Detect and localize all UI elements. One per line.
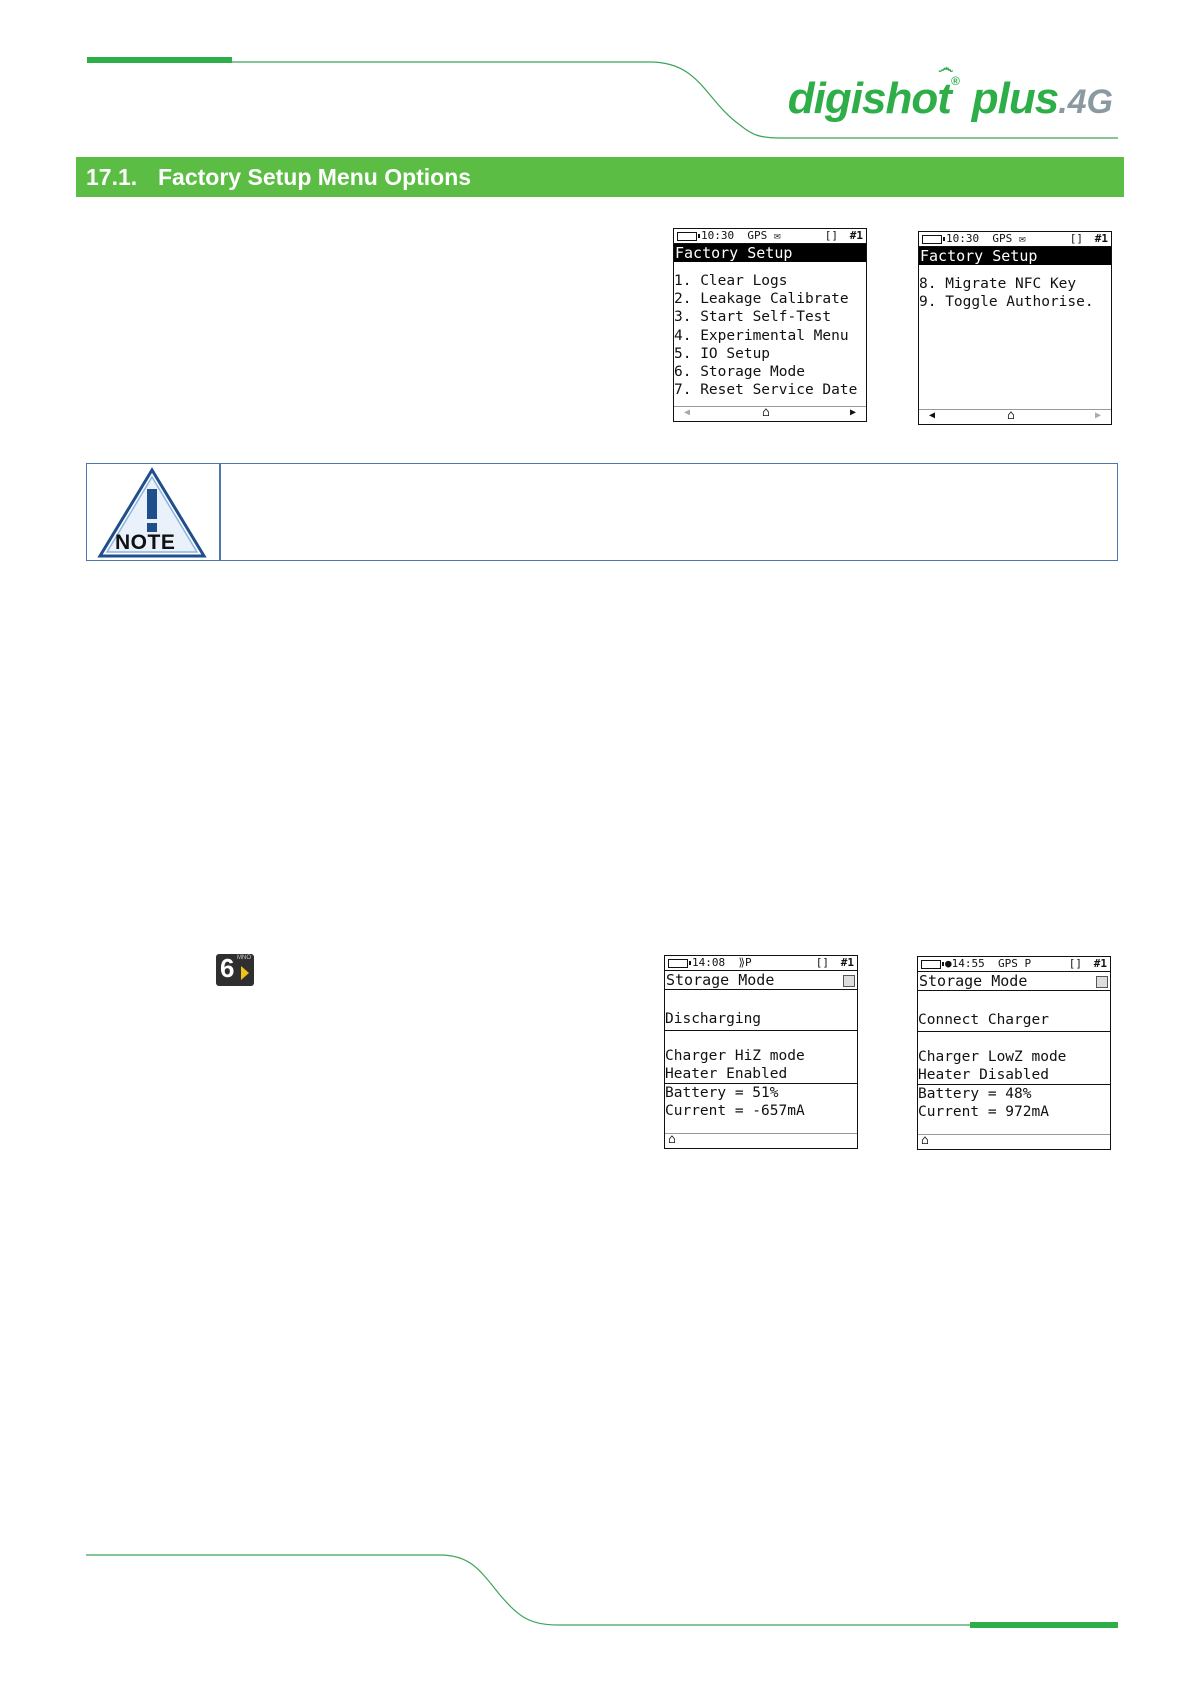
menu-item-experimental-menu[interactable]: 4. Experimental Menu <box>674 327 849 344</box>
menu-item-migrate-nfc-key[interactable]: 8. Migrate NFC Key <box>919 276 1077 292</box>
menu-item-start-self-test[interactable]: 3. Start Self-Test <box>674 309 832 326</box>
logo-registered-mark: ® <box>950 74 960 88</box>
right-arrow-icon[interactable]: ▶ <box>849 407 856 418</box>
charger-mode: Charger HiZ mode <box>665 1048 805 1064</box>
screen-title-bar <box>918 972 1110 991</box>
logo-word-digishot: digishot <box>787 74 951 123</box>
battery-icon <box>922 235 942 244</box>
menu-item-toggle-authorise[interactable]: 9. Toggle Authorise. <box>919 294 1094 311</box>
play-arrow-icon <box>241 966 249 980</box>
factory-setup-screen-1 <box>673 228 867 422</box>
key-6-badge <box>216 954 254 986</box>
status-gps: GPS <box>747 229 768 242</box>
screen-title: Factory Setup <box>674 244 866 262</box>
sd-card-icon: [] <box>1069 232 1083 245</box>
charge-state: Discharging <box>665 1011 762 1027</box>
key-digit: 6 <box>220 953 235 983</box>
logo-word-plus: plus <box>971 74 1059 123</box>
status-bar <box>919 232 1111 247</box>
left-arrow-icon[interactable]: ◀ <box>684 407 691 418</box>
section-number: 17.1. <box>86 164 138 190</box>
screen-title-bar <box>665 971 857 990</box>
signal-icon: ⟫ <box>738 956 745 969</box>
menu-item-reset-service-date[interactable]: 7. Reset Service Date <box>674 382 858 399</box>
status-channel: #1 <box>1093 957 1107 970</box>
left-arrow-icon[interactable]: ◀ <box>929 410 936 421</box>
menu-item-storage-mode[interactable]: 6. Storage Mode <box>674 364 805 381</box>
nav-bar <box>665 1133 857 1148</box>
battery-icon <box>668 959 688 968</box>
plug-icon: ● <box>945 957 952 970</box>
battery-icon <box>677 232 697 241</box>
logo-word-4g: .4G <box>1058 83 1113 121</box>
screen-title: Storage Mode <box>666 971 775 989</box>
menu-item-leakage-calibrate[interactable]: 2. Leakage Calibrate <box>674 291 849 308</box>
digishot-plus-logo <box>787 60 1113 124</box>
home-icon[interactable]: ⌂ <box>921 1133 929 1148</box>
sd-card-icon: [] <box>815 956 829 969</box>
menu-item-clear-logs[interactable]: 1. Clear Logs <box>674 273 788 289</box>
factory-setup-menu <box>674 272 866 399</box>
status-time: 14:08 <box>692 956 726 969</box>
nav-bar <box>674 406 866 421</box>
factory-setup-menu <box>919 275 1111 311</box>
status-time: 10:30 <box>946 232 980 245</box>
message-icon: ✉ <box>773 229 781 242</box>
home-icon[interactable]: ⌂ <box>668 1132 676 1147</box>
section-heading <box>76 157 1124 197</box>
note-box <box>86 463 1118 561</box>
status-gps: GPS <box>992 232 1013 245</box>
sd-card-icon: [] <box>824 229 838 242</box>
section-title: Factory Setup Menu Options <box>158 164 472 190</box>
note-divider <box>219 464 221 560</box>
screen-title: Storage Mode <box>919 972 1028 990</box>
battery-icon <box>921 960 941 969</box>
menu-item-io-setup[interactable]: 5. IO Setup <box>674 345 771 362</box>
message-icon: ✉ <box>1018 232 1026 245</box>
home-icon[interactable]: ⌂ <box>762 405 770 420</box>
page-fold-icon <box>1096 976 1108 988</box>
right-arrow-icon[interactable]: ▶ <box>1094 410 1101 421</box>
key-letters: MNO <box>237 955 251 961</box>
logo-swirl-icon: ෴ <box>937 60 953 77</box>
status-time: 14:55 <box>951 957 985 970</box>
status-extra: P <box>745 956 752 969</box>
heater-state: Heater Enabled <box>665 1066 788 1082</box>
storage-mode-screen-2 <box>917 956 1111 1150</box>
sd-card-icon: [] <box>1068 957 1082 970</box>
charge-state: Connect Charger <box>918 1012 1049 1028</box>
storage-mode-screen-1 <box>664 955 858 1149</box>
status-time: 10:30 <box>701 229 735 242</box>
status-bar <box>665 956 857 971</box>
status-channel: #1 <box>849 229 863 242</box>
nav-bar <box>918 1134 1110 1149</box>
status-channel: #1 <box>1094 232 1108 245</box>
note-label: NOTE <box>115 531 176 554</box>
page-fold-icon <box>843 975 855 987</box>
screen-title: Factory Setup <box>919 247 1111 265</box>
battery-level: Battery = 51% <box>665 1085 779 1101</box>
factory-setup-screen-2 <box>918 231 1112 425</box>
current-reading: Current = 972mA <box>918 1104 1049 1120</box>
battery-level: Battery = 48% <box>918 1086 1032 1102</box>
home-icon[interactable]: ⌂ <box>1007 408 1015 423</box>
current-reading: Current = -657mA <box>665 1103 805 1119</box>
nav-bar <box>919 409 1111 424</box>
heater-state: Heater Disabled <box>918 1067 1049 1083</box>
status-extra: GPS P <box>998 957 1032 970</box>
status-channel: #1 <box>840 956 854 969</box>
status-bar <box>918 957 1110 972</box>
charger-mode: Charger LowZ mode <box>918 1049 1067 1065</box>
status-bar <box>674 229 866 244</box>
footer-decoration <box>0 1540 1191 1684</box>
